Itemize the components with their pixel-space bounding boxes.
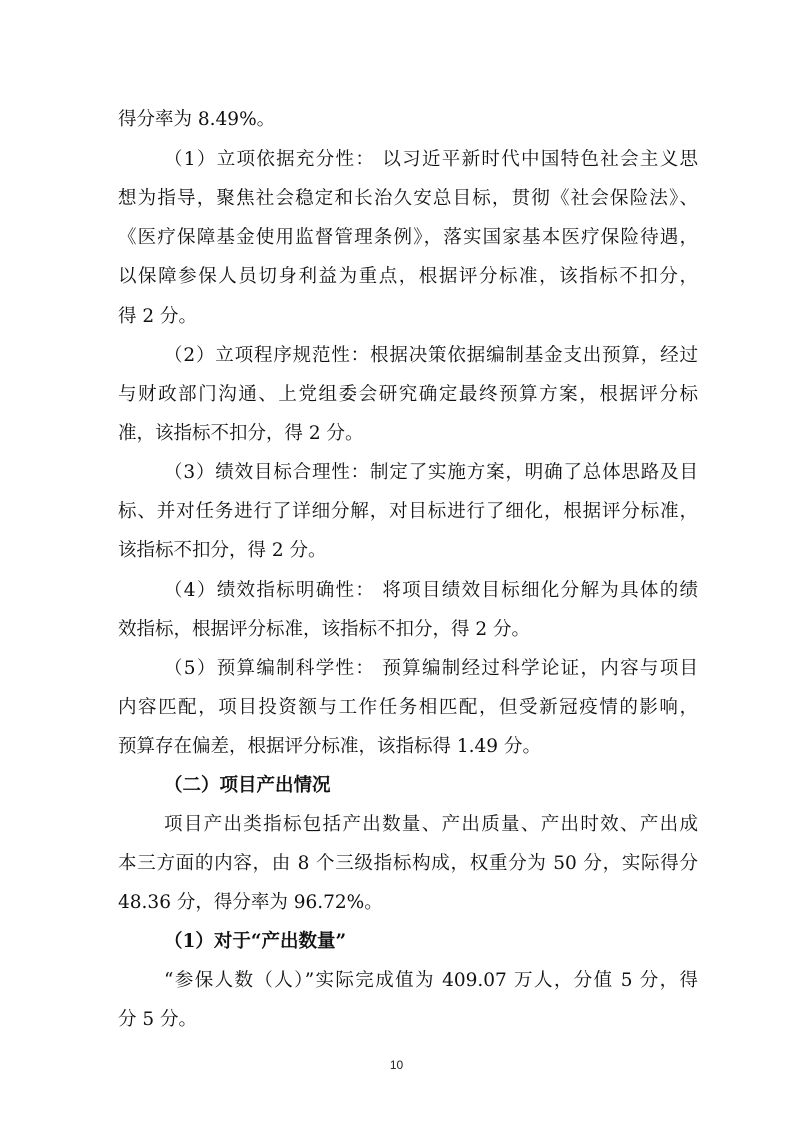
text-line: 与财政部门沟通、上党组委会研究确定最终预算方案，根据评分标 (118, 384, 698, 405)
text-line: 《医疗保障基金使用监督管理条例》，落实国家基本医疗保险待遇， (118, 227, 698, 248)
text-line: 得 2 分。 (118, 306, 198, 327)
page-number: 10 (389, 1058, 404, 1072)
text-line-item5: （5）预算编制科学性： 预算编制经过科学论证，内容与项目 (164, 658, 698, 679)
text-line: 效指标，根据评分标准，该指标不扣分，得 2 分。 (118, 619, 531, 640)
text-line: 预算存在偏差，根据评分标准，该指标得 1.49 分。 (118, 736, 541, 757)
text-line-item3: （3）绩效目标合理性：制定了实施方案，明确了总体思路及目 (164, 462, 698, 483)
text-line: 48.36 分，得分率为 96.72%。 (118, 892, 383, 913)
subheading-output-quantity: （1）对于“产出数量” (164, 931, 347, 952)
text-line: 该指标不扣分，得 2 分。 (118, 540, 327, 561)
text-line-item2: （2）立项程序规范性：根据决策依据编制基金支出预算，经过 (164, 345, 698, 366)
text-line: 以保障参保人员切身利益为重点，根据评分标准，该指标不扣分， (118, 266, 698, 287)
text-line: 准，该指标不扣分，得 2 分。 (118, 423, 364, 444)
section-heading-output: （二）项目产出情况 (164, 775, 331, 796)
text-line: 内容匹配，项目投资额与工作任务相匹配，但受新冠疫情的影响， (118, 697, 698, 718)
text-line: 分 5 分。 (118, 1009, 198, 1030)
text-line-insured-count: “参保人数（人）”实际完成值为 409.07 万人，分值 5 分，得 (164, 970, 698, 991)
text-line: 想为指导，聚焦社会稳定和长治久安总目标，贯彻《社会保险法》、 (118, 188, 698, 209)
text-line: 本三方面的内容，由 8 个三级指标构成，权重分为 50 分，实际得分 (118, 853, 698, 874)
text-line-score-rate: 得分率为 8.49%。 (118, 109, 276, 130)
text-line-item1: （1）立项依据充分性： 以习近平新时代中国特色社会主义思 (164, 149, 698, 170)
text-line: 标、并对任务进行了详细分解，对目标进行了细化，根据评分标准， (118, 501, 698, 522)
text-line-item4: （4）绩效指标明确性： 将项目绩效目标细化分解为具体的绩 (164, 580, 698, 601)
text-line-output-intro: 项目产出类指标包括产出数量、产出质量、产出时效、产出成 (164, 814, 698, 835)
